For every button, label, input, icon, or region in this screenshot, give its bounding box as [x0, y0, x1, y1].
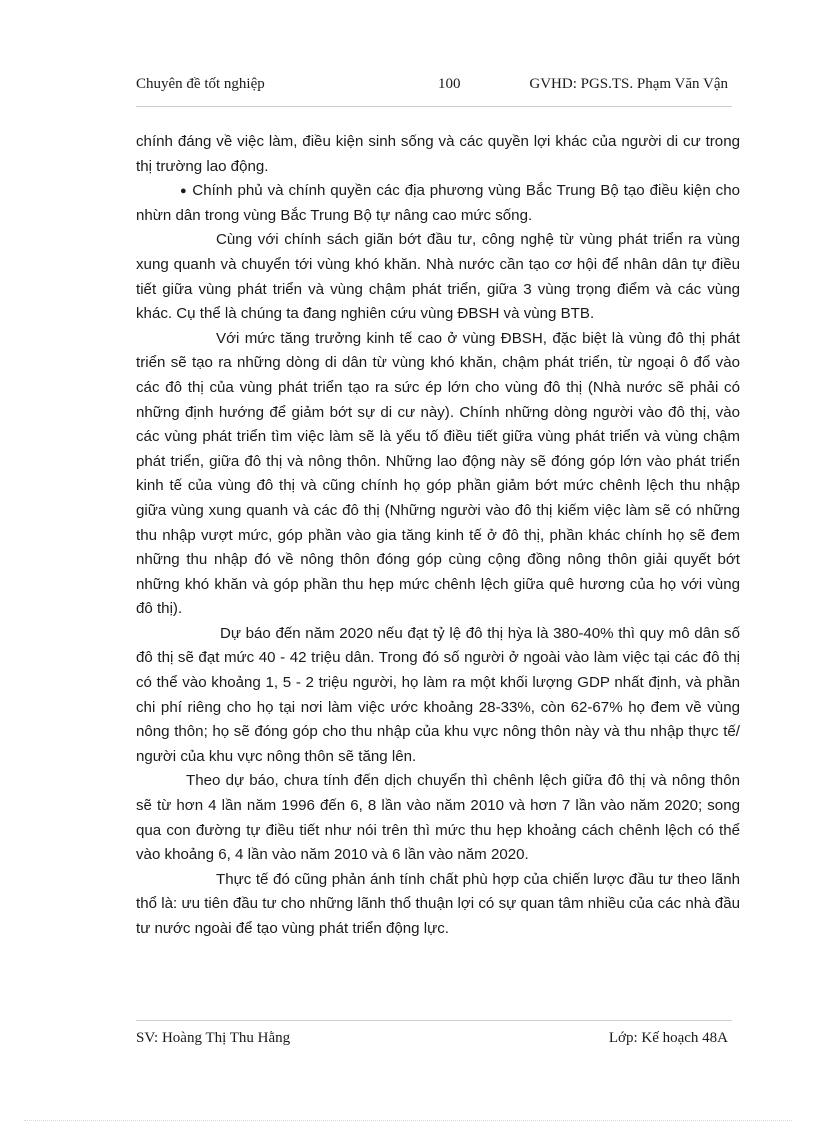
bullet-paragraph — [136, 179, 740, 228]
bullet-icon: ● — [180, 185, 188, 198]
paragraph-4: Với mức tăng trưởng kinh tế cao ở vùng ĐBSH, đặc biệt là vùng đô thị phát triển sẽ tạo ra những dòng di dân từ vùng khó khăn, chậm phát triển, từ ngoại ô đổ vào các đô thị của vùng phát triển tạo ra sức ép lớn cho vùng đô thị (Nhà nước sẽ phải có những định hướng để giảm bớt sự di cư này). Chính những dòng người vào đô thị, vào các vùng phát triển tìm việc làm sẽ là yếu tố điều tiết giữa vùng phát triển và vùng chậm phát triển, giữa đô thị và nông thôn. Những lao động này sẽ đóng góp lớn vào phát triển kinh tế của vùng đô thị và cũng chính họ góp phần giảm bớt mức chênh lệch thu nhập giữa vùng xung quanh và các đô thị (Những người vào đô thị kiếm việc làm sẽ có những thu nhập vượt mức, góp phần vào gia tăng kinh tế ở đô thị, phần khác chính họ sẽ đem những thu nhập đó về nông thôn đóng góp cùng cộng đồng nông thôn giải quyết bớt những khó khăn và góp phần thu hẹp mức chênh lệch giữa quê hương của họ với vùng đô thị). — [136, 329, 740, 618]
paragraph-6: Theo dự báo, chưa tính đến dịch chuyển thì chênh lệch giữa đô thị và nông thôn sẽ từ hơn 4 lần năm 1996 đến 6, 8 lần vào năm 2010 và hơn 7 lần vào năm 2020; song qua con đường tự điều tiết như nói trên thì mức thu hẹp khoảng cách chênh lệch có thể vào khoảng 6, 4 lần vào năm 2010 và 6 lần vào năm 2020. — [136, 772, 740, 864]
paragraph-1: chính đáng về việc làm, điều kiện sinh sống và các quyền lợi khác của người di cư trong thị trường lao động. — [136, 133, 740, 175]
footer-divider — [136, 1020, 732, 1021]
paragraph-3: Cùng với chính sách giãn bớt đầu tư, công nghệ từ vùng phát triển ra vùng xung quanh và chuyển tới vùng khó khăn. Nhà nước cần tạo cơ hội để nhân dân tự điều tiết giữa vùng phát triển và vùng chậm phát triển, giữa 3 vùng trọng điểm và các vùng khác. Cụ thể là chúng ta đang nghiên cứu vùng ĐBSH và vùng BTB. — [136, 231, 740, 323]
student-name: SV: Hoàng Thị Thu Hằng — [136, 1030, 291, 1046]
paragraph-7: Thực tế đó cũng phản ánh tính chất phù hợp của chiến lược đầu tư theo lãnh thổ là: ưu tiên đầu tư cho những lãnh thổ thuận lợi có sự quan tâm nhiều của các nhà đầu tư nước ngoài để tạo vùng phát triển động lực. — [136, 870, 740, 937]
page-header — [136, 76, 732, 100]
page-number: 100 — [438, 76, 461, 92]
class-name: Lớp: Kế hoạch 48A — [608, 1030, 728, 1046]
paragraph-5: Dự báo đến năm 2020 nếu đạt tỷ lệ đô thị hỳa là 380-40% thì quy mô dân số đô thị sẽ đạt mức 40 - 42 triệu dân. Trong đó số người ở ngoài vào làm việc tại các đô thị có thể vào khoảng 1, 5 - 2 triệu người, họ làm ra một khối lượng GDP nhất định, và phần chi phí riêng cho họ tại nơi làm việc ước khoảng 28-33%, còn 62-67% họ đem về vùng nông thôn; họ sẽ đóng góp cho thu nhập của khu vực nông thôn này và thu nhập thực tế/ người của khu vực nông thôn sẽ tăng lên. — [136, 624, 740, 765]
page-body — [136, 130, 740, 942]
document-title: Chuyên đề tốt nghiệp — [136, 76, 265, 92]
header-divider — [136, 106, 732, 107]
page-footer — [136, 1030, 732, 1054]
paragraph-2: Chính phủ và chính quyền các địa phương vùng Bắc Trung Bộ tạo điều kiện cho nhừn dân trong vùng Bắc Trung Bộ tự nâng cao mức sống. — [136, 182, 740, 224]
advisor-name: GVHD: PGS.TS. Phạm Văn Vận — [529, 76, 728, 92]
page-edge-rule — [24, 1120, 792, 1121]
